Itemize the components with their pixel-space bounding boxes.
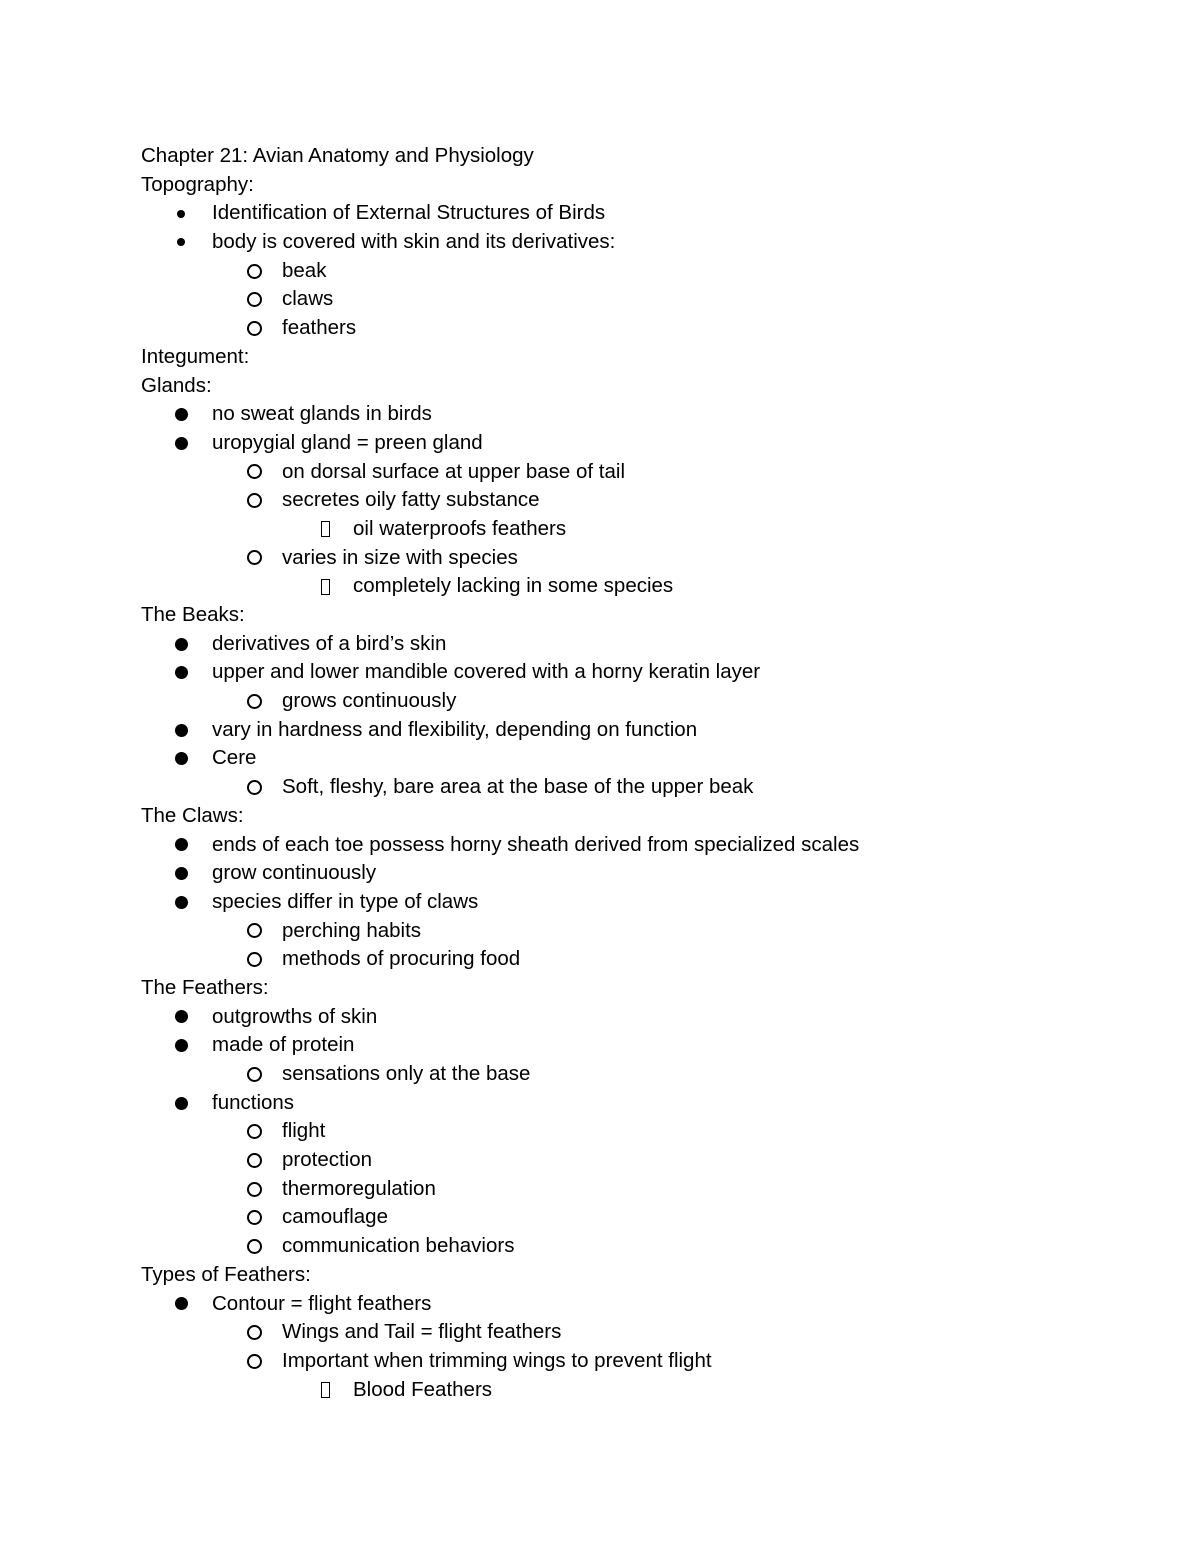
list-item-text: claws (282, 287, 334, 311)
list-item (141, 1146, 1141, 1175)
list-item (141, 314, 1141, 343)
bullet-dot-icon (175, 831, 188, 860)
list-item-text: Soft, fleshy, bare area at the base of the upper beak (282, 775, 754, 799)
bullet-dot-icon (175, 228, 185, 257)
list-item (141, 285, 1141, 314)
list-item (141, 429, 1141, 458)
list-item (141, 1031, 1141, 1060)
list-item-text: Cere (212, 746, 257, 770)
list-item-text: derivatives of a bird’s skin (212, 631, 447, 655)
list-item-text: flight (282, 1119, 326, 1143)
bullet-circle-icon (247, 687, 262, 716)
list-item-text: body is covered with skin and its derivatives: (212, 230, 616, 254)
list-item-text: no sweat glands in birds (212, 402, 432, 426)
bullet-dot-icon (175, 400, 188, 429)
list-item (141, 458, 1141, 487)
list-item-text: Blood Feathers (353, 1377, 493, 1401)
list-item (141, 1003, 1141, 1032)
list-item (141, 1089, 1141, 1118)
list-item-text: methods of procuring food (282, 947, 521, 971)
list-item (141, 1175, 1141, 1204)
bullet-circle-icon (247, 1117, 262, 1146)
list-item (141, 945, 1141, 974)
list-item (141, 1347, 1141, 1376)
bullet-circle-icon (247, 1175, 262, 1204)
list-item-text: outgrowths of skin (212, 1004, 378, 1028)
list-item-text: Important when trimming wings to prevent flight (282, 1348, 712, 1372)
bullet-dot-icon (175, 1003, 188, 1032)
list-item (141, 572, 1141, 601)
list-item-text: feathers (282, 316, 357, 340)
section-heading: The Feathers: (141, 975, 269, 999)
list-item-text: thermoregulation (282, 1176, 436, 1200)
bullet-circle-icon (247, 285, 262, 314)
list-item (141, 544, 1141, 573)
bullet-circle-icon (247, 1232, 262, 1261)
list-item (141, 831, 1141, 860)
list-item (141, 630, 1141, 659)
bullet-circle-icon (247, 544, 262, 573)
bullet-missing-glyph-icon (319, 572, 330, 601)
list-item (141, 1376, 1141, 1405)
list-item (141, 199, 1141, 228)
list-item-text: protection (282, 1148, 373, 1172)
bullet-dot-icon (175, 1089, 188, 1118)
list-item-text: made of protein (212, 1033, 355, 1057)
section-heading: The Claws: (141, 803, 244, 827)
list-item-text: grow continuously (212, 861, 377, 885)
list-item-text: upper and lower mandible covered with a horny keratin layer (212, 660, 761, 684)
list-item-text: communication behaviors (282, 1234, 515, 1258)
bullet-dot-icon (175, 429, 188, 458)
bullet-circle-icon (247, 1146, 262, 1175)
bullet-circle-icon (247, 773, 262, 802)
list-item (141, 400, 1141, 429)
list-item (141, 1117, 1141, 1146)
list-item-text: sensations only at the base (282, 1062, 531, 1085)
bullet-circle-icon (247, 257, 262, 286)
list-item (141, 1290, 1141, 1319)
list-item-text: Contour = flight feathers (212, 1291, 432, 1315)
list-item (141, 1232, 1141, 1261)
section-heading: Glands: (141, 373, 212, 397)
bullet-circle-icon (247, 314, 262, 343)
list-item-text: species differ in type of claws (212, 889, 479, 913)
bullet-circle-icon (247, 458, 262, 487)
list-item-text: completely lacking in some species (353, 574, 674, 598)
bullet-circle-icon (247, 945, 262, 974)
bullet-dot-icon (175, 630, 188, 659)
document-body (141, 142, 1141, 1404)
list-item-text: on dorsal surface at upper base of tail (282, 459, 626, 483)
list-item-text: uropygial gland = preen gland (212, 430, 483, 454)
list-item (141, 888, 1141, 917)
list-item (141, 658, 1141, 687)
list-item (141, 257, 1141, 286)
bullet-dot-icon (175, 744, 188, 773)
bullet-dot-icon (175, 658, 188, 687)
bullet-circle-icon (247, 486, 262, 515)
bullet-dot-icon (175, 1290, 188, 1319)
list-item (141, 486, 1141, 515)
list-item-text: beak (282, 258, 327, 282)
list-item (141, 716, 1141, 745)
list-item-text: Wings and Tail = flight feathers (282, 1320, 562, 1344)
bullet-dot-icon (175, 888, 188, 917)
list-item-text: camouflage (282, 1205, 388, 1229)
list-item-text: secretes oily fatty substance (282, 488, 540, 512)
section-heading: Topography: (141, 172, 254, 196)
bullet-dot-icon (175, 199, 185, 228)
list-item-text: ends of each toe possess horny sheath derived from specialized scales (212, 832, 860, 856)
list-item (141, 744, 1141, 773)
list-item (141, 1203, 1141, 1232)
bullet-missing-glyph-icon (319, 1376, 330, 1405)
bullet-dot-icon (175, 859, 188, 888)
list-item (141, 228, 1141, 257)
bullet-circle-icon (247, 1060, 262, 1089)
list-item-text: varies in size with species (282, 545, 518, 569)
list-item (141, 859, 1141, 888)
list-item-text: Identification of External Structures of Birds (212, 201, 606, 225)
section-heading: The Beaks: (141, 603, 245, 626)
list-item-text: oil waterproofs feathers (353, 516, 567, 540)
list-item (141, 773, 1141, 802)
bullet-dot-icon (175, 716, 188, 745)
list-item-text: grows continuously (282, 689, 457, 713)
section-heading: Integument: (141, 344, 250, 368)
bullet-circle-icon (247, 917, 262, 946)
bullet-circle-icon (247, 1347, 262, 1376)
bullet-circle-icon (247, 1318, 262, 1347)
list-item (141, 515, 1141, 544)
section-heading: Chapter 21: Avian Anatomy and Physiology (141, 144, 534, 167)
list-item (141, 1060, 1141, 1089)
list-item-text: vary in hardness and flexibility, depending on function (212, 717, 698, 741)
list-item-text: perching habits (282, 918, 422, 942)
list-item (141, 1318, 1141, 1347)
bullet-missing-glyph-icon (319, 515, 330, 544)
section-heading: Types of Feathers: (141, 1262, 311, 1286)
list-item (141, 917, 1141, 946)
bullet-dot-icon (175, 1031, 188, 1060)
list-item (141, 687, 1141, 716)
list-item-text: functions (212, 1090, 295, 1114)
bullet-circle-icon (247, 1203, 262, 1232)
